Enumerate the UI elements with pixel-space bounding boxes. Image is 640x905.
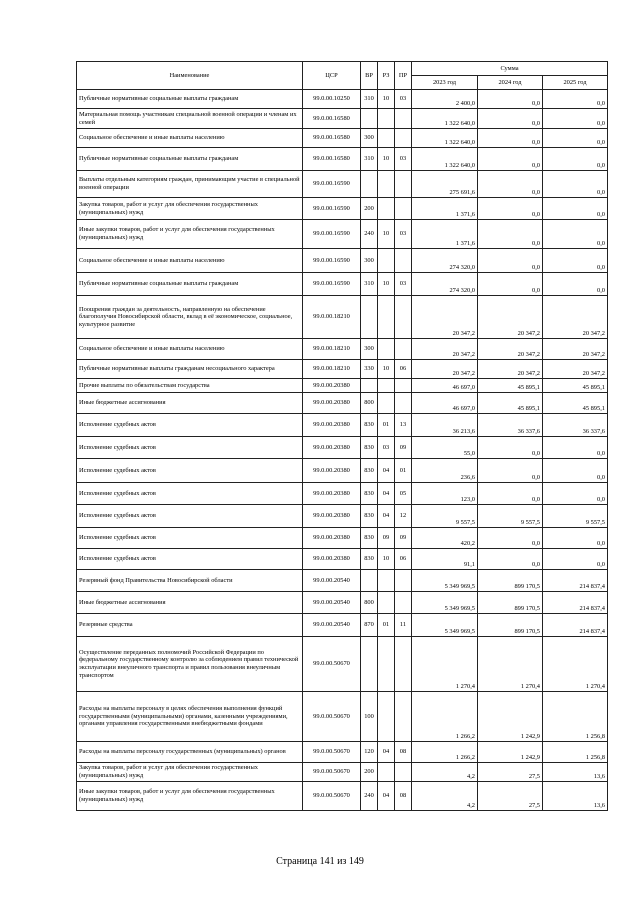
cell-vr: 800	[361, 592, 378, 614]
cell-v2024: 20 347,2	[478, 339, 543, 360]
table-row	[77, 360, 608, 379]
cell-name: Иные закупки товаров, работ и услуг для обеспечения государственных (муниципальных) нужд	[77, 782, 303, 811]
cell-pr	[395, 129, 412, 148]
cell-name: Осуществление переданных полномочий Российской Федерации по федеральному государственному контролю за соблюдением правил технической эксплуатации внеуличного транспорта и правил пользования внеуличным транспортом	[77, 637, 303, 692]
cell-vr: 830	[361, 505, 378, 528]
cell-name: Иные закупки товаров, работ и услуг для обеспечения государственных (муниципальных) нужд	[77, 220, 303, 249]
table-row	[77, 483, 608, 505]
cell-csr: 99.0.00.16590	[303, 249, 361, 273]
cell-name: Публичные нормативные социальные выплаты гражданам	[77, 273, 303, 296]
cell-name: Иные бюджетные ассигнования	[77, 592, 303, 614]
cell-v2025: 1 256,8	[543, 742, 608, 763]
cell-name: Исполнение судебных актов	[77, 549, 303, 570]
cell-rz: 01	[378, 614, 395, 637]
table-row	[77, 339, 608, 360]
header-name: Наименование	[77, 62, 303, 90]
cell-rz	[378, 296, 395, 339]
cell-csr: 99.0.00.20380	[303, 528, 361, 549]
cell-csr: 99.0.00.20380	[303, 393, 361, 414]
cell-v2025: 0,0	[543, 273, 608, 296]
header-year-2023: 2023 год	[412, 76, 478, 90]
cell-v2023: 1 322 640,0	[412, 148, 478, 171]
cell-csr: 99.0.00.16590	[303, 220, 361, 249]
cell-v2024: 36 337,6	[478, 414, 543, 437]
cell-rz	[378, 171, 395, 198]
cell-rz: 10	[378, 360, 395, 379]
cell-rz	[378, 129, 395, 148]
cell-vr: 100	[361, 692, 378, 742]
cell-vr: 830	[361, 437, 378, 459]
cell-v2023: 55,0	[412, 437, 478, 459]
cell-csr: 99.0.00.10250	[303, 90, 361, 109]
cell-v2023: 20 347,2	[412, 360, 478, 379]
cell-rz: 04	[378, 742, 395, 763]
table-row	[77, 379, 608, 393]
cell-v2023: 275 691,6	[412, 171, 478, 198]
cell-csr: 99.0.00.18210	[303, 296, 361, 339]
cell-csr: 99.0.00.16580	[303, 129, 361, 148]
cell-csr: 99.0.00.20540	[303, 592, 361, 614]
cell-vr	[361, 171, 378, 198]
cell-rz: 10	[378, 148, 395, 171]
cell-v2023: 1 270,4	[412, 637, 478, 692]
cell-vr: 240	[361, 782, 378, 811]
cell-rz	[378, 249, 395, 273]
cell-name: Социальное обеспечение и иные выплаты населению	[77, 249, 303, 273]
cell-v2025: 9 557,5	[543, 505, 608, 528]
cell-vr: 310	[361, 148, 378, 171]
cell-v2023: 2 400,0	[412, 90, 478, 109]
cell-v2023: 1 322 640,0	[412, 109, 478, 129]
cell-v2025: 0,0	[543, 129, 608, 148]
cell-v2023: 1 371,6	[412, 220, 478, 249]
cell-name: Исполнение судебных актов	[77, 505, 303, 528]
cell-v2024: 0,0	[478, 483, 543, 505]
cell-v2023: 36 213,6	[412, 414, 478, 437]
cell-v2025: 0,0	[543, 437, 608, 459]
cell-vr	[361, 379, 378, 393]
cell-pr: 12	[395, 505, 412, 528]
cell-name: Материальная помощь участникам специальной военной операции и членам их семей	[77, 109, 303, 129]
cell-name: Иные бюджетные ассигнования	[77, 393, 303, 414]
cell-vr: 870	[361, 614, 378, 637]
cell-pr: 03	[395, 273, 412, 296]
table-row	[77, 90, 608, 109]
cell-csr: 99.0.00.50670	[303, 782, 361, 811]
cell-rz: 10	[378, 90, 395, 109]
cell-v2023: 1 266,2	[412, 692, 478, 742]
table-row	[77, 782, 608, 811]
table-row	[77, 637, 608, 692]
cell-vr: 830	[361, 459, 378, 483]
cell-csr: 99.0.00.20380	[303, 414, 361, 437]
cell-csr: 99.0.00.16590	[303, 198, 361, 220]
cell-v2024: 0,0	[478, 171, 543, 198]
cell-csr: 99.0.00.20380	[303, 505, 361, 528]
cell-rz	[378, 339, 395, 360]
table-body	[77, 90, 608, 811]
table-row	[77, 148, 608, 171]
cell-v2024: 899 170,5	[478, 614, 543, 637]
cell-v2025: 20 347,2	[543, 339, 608, 360]
cell-v2025: 36 337,6	[543, 414, 608, 437]
header-csr: ЦСР	[303, 62, 361, 90]
cell-name: Прочие выплаты по обязательствам государства	[77, 379, 303, 393]
table-row	[77, 273, 608, 296]
table-row	[77, 549, 608, 570]
cell-v2024: 0,0	[478, 220, 543, 249]
cell-v2024: 9 557,5	[478, 505, 543, 528]
header-sum: Сумма	[412, 62, 608, 76]
header-rz: РЗ	[378, 62, 395, 90]
cell-vr: 830	[361, 549, 378, 570]
cell-v2025: 0,0	[543, 220, 608, 249]
cell-v2023: 5 349 969,5	[412, 570, 478, 592]
cell-name: Социальное обеспечение и иные выплаты населению	[77, 339, 303, 360]
table-row	[77, 742, 608, 763]
cell-name: Выплаты отдельным категориям граждан, принимающим участие в специальной военной операции	[77, 171, 303, 198]
cell-v2024: 0,0	[478, 459, 543, 483]
cell-pr	[395, 592, 412, 614]
cell-v2023: 1 371,6	[412, 198, 478, 220]
cell-pr	[395, 249, 412, 273]
table-row	[77, 129, 608, 148]
cell-vr: 200	[361, 198, 378, 220]
cell-v2024: 0,0	[478, 148, 543, 171]
cell-v2023: 274 320,0	[412, 273, 478, 296]
table-row	[77, 198, 608, 220]
cell-pr: 06	[395, 549, 412, 570]
cell-v2025: 0,0	[543, 459, 608, 483]
cell-v2023: 236,6	[412, 459, 478, 483]
cell-v2025: 214 837,4	[543, 614, 608, 637]
table-row	[77, 505, 608, 528]
cell-v2023: 1 322 640,0	[412, 129, 478, 148]
cell-rz	[378, 109, 395, 129]
cell-vr	[361, 570, 378, 592]
cell-v2023: 46 697,0	[412, 393, 478, 414]
cell-pr	[395, 109, 412, 129]
cell-vr: 330	[361, 360, 378, 379]
cell-v2025: 0,0	[543, 109, 608, 129]
cell-name: Расходы на выплаты персоналу в целях обеспечения выполнения функций государственными (муниципальными) органами, казенными учреждениями, органами управления государственными внебюджетными фондами	[77, 692, 303, 742]
cell-rz	[378, 379, 395, 393]
cell-v2024: 1 242,9	[478, 742, 543, 763]
table-row	[77, 570, 608, 592]
cell-v2025: 45 895,1	[543, 379, 608, 393]
cell-rz: 04	[378, 459, 395, 483]
table-row	[77, 220, 608, 249]
cell-v2023: 5 349 969,5	[412, 614, 478, 637]
cell-v2025: 0,0	[543, 171, 608, 198]
cell-csr: 99.0.00.50670	[303, 692, 361, 742]
cell-vr: 120	[361, 742, 378, 763]
cell-name: Исполнение судебных актов	[77, 459, 303, 483]
table-row	[77, 592, 608, 614]
cell-v2023: 91,1	[412, 549, 478, 570]
cell-v2024: 1 242,9	[478, 692, 543, 742]
cell-vr	[361, 109, 378, 129]
cell-pr: 01	[395, 459, 412, 483]
cell-v2023: 4,2	[412, 763, 478, 782]
cell-vr	[361, 296, 378, 339]
cell-name: Публичные нормативные социальные выплаты гражданам	[77, 90, 303, 109]
table-row	[77, 763, 608, 782]
cell-v2024: 20 347,2	[478, 360, 543, 379]
cell-name: Исполнение судебных актов	[77, 528, 303, 549]
cell-v2025: 45 895,1	[543, 393, 608, 414]
cell-v2025: 20 347,2	[543, 296, 608, 339]
cell-rz: 03	[378, 437, 395, 459]
cell-pr	[395, 296, 412, 339]
cell-name: Резервные средства	[77, 614, 303, 637]
cell-v2025: 0,0	[543, 549, 608, 570]
header-pr: ПР	[395, 62, 412, 90]
cell-csr: 99.0.00.20540	[303, 570, 361, 592]
page-number: Страница 141 из 149	[276, 856, 364, 867]
cell-v2023: 1 266,2	[412, 742, 478, 763]
cell-v2023: 5 349 969,5	[412, 592, 478, 614]
cell-csr: 99.0.00.20380	[303, 549, 361, 570]
cell-v2025: 1 256,8	[543, 692, 608, 742]
budget-table	[76, 61, 608, 811]
cell-v2023: 420,2	[412, 528, 478, 549]
cell-rz: 04	[378, 505, 395, 528]
cell-rz	[378, 198, 395, 220]
cell-rz	[378, 570, 395, 592]
cell-rz	[378, 393, 395, 414]
cell-pr: 11	[395, 614, 412, 637]
header-year-2024: 2024 год	[478, 76, 543, 90]
cell-pr: 08	[395, 742, 412, 763]
document-page	[76, 61, 607, 811]
cell-rz: 01	[378, 414, 395, 437]
cell-pr: 03	[395, 148, 412, 171]
cell-name: Резервный фонд Правительства Новосибирской области	[77, 570, 303, 592]
cell-name: Закупка товаров, работ и услуг для обеспечения государственных (муниципальных) нужд	[77, 763, 303, 782]
cell-csr: 99.0.00.50670	[303, 637, 361, 692]
cell-v2024: 20 347,2	[478, 296, 543, 339]
cell-vr: 300	[361, 249, 378, 273]
cell-pr	[395, 339, 412, 360]
cell-v2024: 0,0	[478, 437, 543, 459]
cell-csr: 99.0.00.16590	[303, 171, 361, 198]
cell-pr: 13	[395, 414, 412, 437]
cell-csr: 99.0.00.20380	[303, 437, 361, 459]
cell-vr: 300	[361, 129, 378, 148]
cell-rz	[378, 692, 395, 742]
cell-pr: 03	[395, 220, 412, 249]
table-row	[77, 614, 608, 637]
cell-rz	[378, 763, 395, 782]
cell-rz	[378, 592, 395, 614]
cell-csr: 99.0.00.16590	[303, 273, 361, 296]
cell-v2024: 0,0	[478, 90, 543, 109]
cell-vr: 830	[361, 528, 378, 549]
cell-rz: 04	[378, 782, 395, 811]
cell-name: Закупка товаров, работ и услуг для обеспечения государственных (муниципальных) нужд	[77, 198, 303, 220]
cell-rz: 09	[378, 528, 395, 549]
cell-v2024: 899 170,5	[478, 592, 543, 614]
cell-pr: 06	[395, 360, 412, 379]
cell-csr: 99.0.00.50670	[303, 742, 361, 763]
cell-pr: 05	[395, 483, 412, 505]
cell-vr: 830	[361, 483, 378, 505]
cell-v2024: 27,5	[478, 763, 543, 782]
cell-v2024: 0,0	[478, 549, 543, 570]
cell-name: Публичные нормативные выплаты гражданам несоциального характера	[77, 360, 303, 379]
header-year-2025: 2025 год	[543, 76, 608, 90]
cell-csr: 99.0.00.20380	[303, 379, 361, 393]
cell-v2024: 0,0	[478, 528, 543, 549]
cell-csr: 99.0.00.20540	[303, 614, 361, 637]
cell-pr: 03	[395, 90, 412, 109]
cell-csr: 99.0.00.18210	[303, 360, 361, 379]
table-row	[77, 437, 608, 459]
table-row	[77, 171, 608, 198]
cell-v2025: 1 270,4	[543, 637, 608, 692]
cell-vr: 240	[361, 220, 378, 249]
cell-vr: 300	[361, 339, 378, 360]
cell-name: Исполнение судебных актов	[77, 414, 303, 437]
cell-pr	[395, 393, 412, 414]
cell-rz	[378, 637, 395, 692]
cell-v2024: 0,0	[478, 273, 543, 296]
cell-name: Исполнение судебных актов	[77, 483, 303, 505]
cell-v2023: 274 320,0	[412, 249, 478, 273]
cell-vr: 800	[361, 393, 378, 414]
cell-v2023: 20 347,2	[412, 339, 478, 360]
cell-pr	[395, 763, 412, 782]
cell-v2025: 0,0	[543, 148, 608, 171]
cell-vr: 310	[361, 273, 378, 296]
cell-v2023: 20 347,2	[412, 296, 478, 339]
table-row	[77, 692, 608, 742]
cell-v2025: 13,6	[543, 763, 608, 782]
cell-v2025: 0,0	[543, 483, 608, 505]
cell-csr: 99.0.00.20380	[303, 483, 361, 505]
cell-pr	[395, 198, 412, 220]
cell-v2024: 0,0	[478, 198, 543, 220]
cell-name: Публичные нормативные социальные выплаты гражданам	[77, 148, 303, 171]
cell-vr: 310	[361, 90, 378, 109]
table-row	[77, 459, 608, 483]
cell-name: Расходы на выплаты персоналу государственных (муниципальных) органов	[77, 742, 303, 763]
cell-v2024: 0,0	[478, 109, 543, 129]
cell-v2024: 0,0	[478, 249, 543, 273]
cell-v2023: 123,0	[412, 483, 478, 505]
cell-v2023: 9 557,5	[412, 505, 478, 528]
cell-rz: 10	[378, 220, 395, 249]
cell-vr: 830	[361, 414, 378, 437]
cell-pr: 09	[395, 437, 412, 459]
cell-name: Поощрения граждан за деятельность, направленную на обеспечение благополучия Новосибирской области, вклад в её экономическое, социальное, культурное развитие	[77, 296, 303, 339]
cell-v2025: 0,0	[543, 198, 608, 220]
cell-pr	[395, 570, 412, 592]
cell-pr: 09	[395, 528, 412, 549]
table-row	[77, 528, 608, 549]
cell-csr: 99.0.00.18210	[303, 339, 361, 360]
cell-rz: 10	[378, 549, 395, 570]
table-row	[77, 109, 608, 129]
cell-name: Социальное обеспечение и иные выплаты населению	[77, 129, 303, 148]
cell-v2024: 899 170,5	[478, 570, 543, 592]
cell-v2025: 0,0	[543, 528, 608, 549]
cell-v2024: 45 895,1	[478, 379, 543, 393]
table-row	[77, 249, 608, 273]
cell-csr: 99.0.00.16580	[303, 148, 361, 171]
table-row	[77, 414, 608, 437]
cell-pr	[395, 171, 412, 198]
cell-v2024: 1 270,4	[478, 637, 543, 692]
cell-pr	[395, 379, 412, 393]
cell-vr	[361, 637, 378, 692]
cell-v2025: 214 837,4	[543, 570, 608, 592]
cell-pr	[395, 637, 412, 692]
cell-rz: 10	[378, 273, 395, 296]
cell-pr: 08	[395, 782, 412, 811]
cell-v2024: 45 895,1	[478, 393, 543, 414]
table-row	[77, 393, 608, 414]
cell-v2025: 13,6	[543, 782, 608, 811]
cell-v2023: 46 697,0	[412, 379, 478, 393]
cell-csr: 99.0.00.16580	[303, 109, 361, 129]
cell-csr: 99.0.00.50670	[303, 763, 361, 782]
header-vr: ВР	[361, 62, 378, 90]
cell-pr	[395, 692, 412, 742]
cell-rz: 04	[378, 483, 395, 505]
cell-name: Исполнение судебных актов	[77, 437, 303, 459]
cell-v2025: 0,0	[543, 90, 608, 109]
cell-v2025: 0,0	[543, 249, 608, 273]
cell-csr: 99.0.00.20380	[303, 459, 361, 483]
cell-v2024: 0,0	[478, 129, 543, 148]
table-row	[77, 296, 608, 339]
cell-v2025: 20 347,2	[543, 360, 608, 379]
cell-v2024: 27,5	[478, 782, 543, 811]
cell-vr: 200	[361, 763, 378, 782]
cell-v2025: 214 837,4	[543, 592, 608, 614]
cell-v2023: 4,2	[412, 782, 478, 811]
